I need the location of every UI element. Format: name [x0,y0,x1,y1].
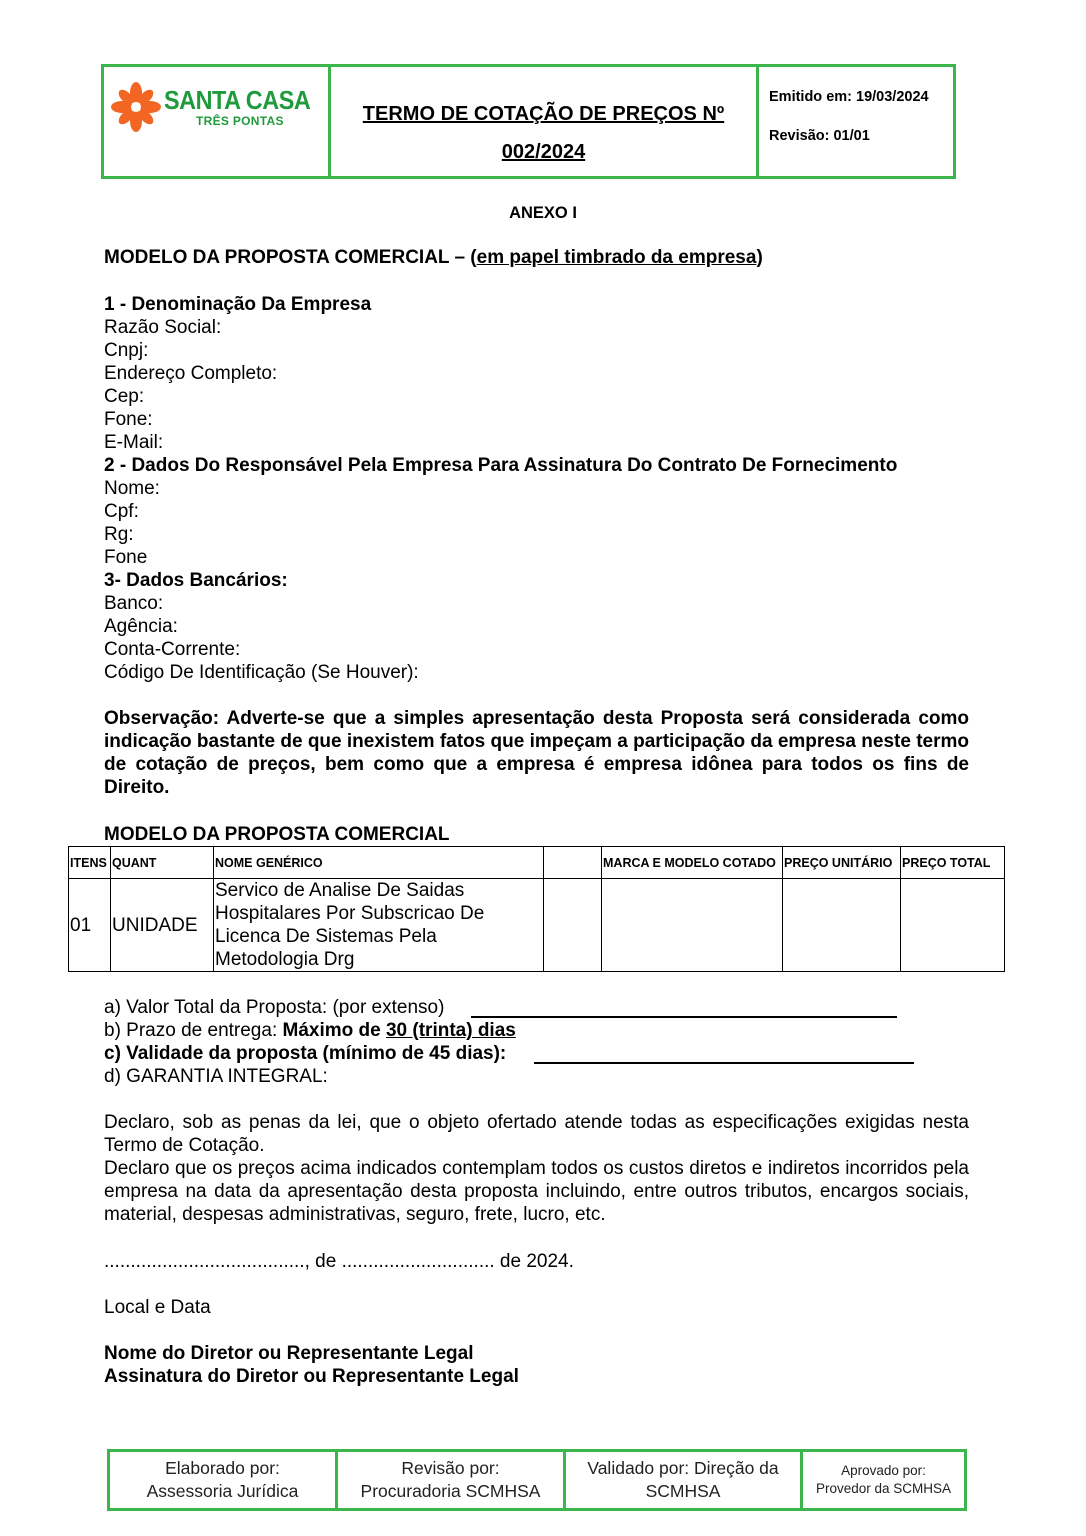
footer-validated [566,1452,803,1508]
footer-revision-label: Revisão por: [401,1458,500,1478]
footer-elaborated-value: Assessoria Jurídica [146,1481,299,1501]
field-cpf: Cpf: [104,501,139,522]
santa-casa-flower-logo [110,81,162,133]
date-line: ......................................, de ............................. de 2024. [104,1251,574,1272]
cell-marca-modelo [602,879,783,972]
declaration-2: Declaro que os preços acima indicados contemplam todos os custos diretos e indiretos incorridos pela empresa na data da apresentação desta proposta incluindo, entre outros tributos, encargos sociais, material, despesas administrativas, seguro, frete, lucro, etc. [104,1158,969,1225]
table-row [69,879,1005,972]
document-title-line2: 002/2024 [501,141,586,163]
issued-date: Emitido em: 19/03/2024 [769,89,929,105]
logo-subtitle: TRÊS PONTAS [196,114,284,128]
field-cnpj: Cnpj: [104,340,149,361]
field-email: E-Mail: [104,432,164,453]
revision-number: Revisão: 01/01 [769,128,870,144]
term-c: c) Validade da proposta (mínimo de 45 dias): [104,1043,507,1064]
observation-paragraph: Observação: Adverte-se que a simples apresentação desta Proposta será considerada como indicação bastante de que inexistem fatos que impeçam a participação da empresa neste termo de cotação de preços, bem como que a empresa é empresa idônea para todos os fins de Direito. [104,708,969,798]
model-heading-note: em papel timbrado da empresa [476,247,757,268]
field-endereco: Endereço Completo: [104,363,278,384]
section1-title: 1 - Denominação Da Empresa [104,294,372,315]
cell-preco-total [901,879,1005,972]
term-c-fill-line [534,1062,914,1064]
field-fone-responsavel: Fone [104,547,148,568]
term-b-bold: Máximo de [282,1020,386,1041]
signature-sign-label: Assinatura do Diretor ou Representante Legal [104,1366,519,1387]
model-heading-prefix: MODELO DA PROPOSTA COMERCIAL – ( [104,247,477,268]
header-preco-unitario: PREÇO UNITÁRIO [783,847,901,879]
model-heading [104,246,763,269]
footer-revision [338,1452,566,1508]
footer-validated-label: Validado por: Direção da [587,1458,779,1478]
meta-cell [759,67,953,176]
term-d: d) GARANTIA INTEGRAL: [104,1066,328,1087]
cell-blank [544,879,602,972]
header-blank [544,847,602,879]
footer-elaborated-label: Elaborado por: [165,1458,280,1478]
logo-name: SANTA CASA [164,85,311,115]
section2-title: 2 - Dados Do Responsável Pela Empresa Para Assinatura Do Contrato De Fornecimento [104,455,898,476]
footer-elaborated [110,1452,338,1508]
annex-heading: ANEXO I [509,204,577,222]
header-itens: ITENS [69,847,111,879]
footer-approved-label: Aprovado por: [841,1463,926,1478]
field-codigo-identificacao: Código De Identificação (Se Houver): [104,662,419,683]
table-header-row [69,847,1005,879]
field-rg: Rg: [104,524,134,545]
table-title: MODELO DA PROPOSTA COMERCIAL [104,824,450,845]
model-heading-suffix: ) [756,247,763,268]
field-fone: Fone: [104,409,153,430]
cell-preco-unitario [783,879,901,972]
term-b-deadline: 30 (trinta) dias [385,1020,516,1041]
header-preco-total: PREÇO TOTAL [901,847,1005,879]
term-a-fill-line [471,1016,897,1018]
footer-validated-value: SCMHSA [645,1481,721,1501]
term-a: a) Valor Total da Proposta: (por extenso) [104,997,445,1018]
footer-approved [803,1452,964,1508]
field-conta-corrente: Conta-Corrente: [104,639,241,660]
document-title-line1: TERMO DE COTAÇÃO DE PREÇOS Nº [362,103,725,125]
document-header [101,64,956,179]
header-nome-generico: NOME GENÉRICO [214,847,544,879]
title-cell [331,67,759,176]
local-data-label: Local e Data [104,1297,211,1318]
field-banco: Banco: [104,593,164,614]
footer-revision-value: Procuradoria SCMHSA [360,1481,541,1501]
cell-quant: UNIDADE [111,879,214,972]
header-quant: QUANT [111,847,214,879]
footer-approved-value: Provedor da SCMHSA [815,1481,952,1496]
logo-cell [104,67,331,176]
signature-name-label: Nome do Diretor ou Representante Legal [104,1343,474,1364]
field-cep: Cep: [104,386,145,407]
field-razao-social: Razão Social: [104,317,222,338]
proposal-table [68,846,1005,972]
section3-title: 3- Dados Bancários: [104,570,288,591]
cell-nome-generico: Servico de Analise De Saidas Hospitalares Por Subscricao De Licenca De Sistemas Pela Metodologia Drg [214,879,544,972]
term-b [104,1019,516,1042]
cell-item: 01 [69,879,111,972]
header-marca-modelo: MARCA E MODELO COTADO [602,847,783,879]
declaration-1: Declaro, sob as penas da lei, que o objeto ofertado atende todas as especificações exigidas nesta Termo de Cotação. [104,1112,969,1156]
document-footer [107,1449,967,1511]
term-b-prefix: b) Prazo de entrega: [104,1020,283,1041]
field-agencia: Agência: [104,616,178,637]
field-nome: Nome: [104,478,160,499]
